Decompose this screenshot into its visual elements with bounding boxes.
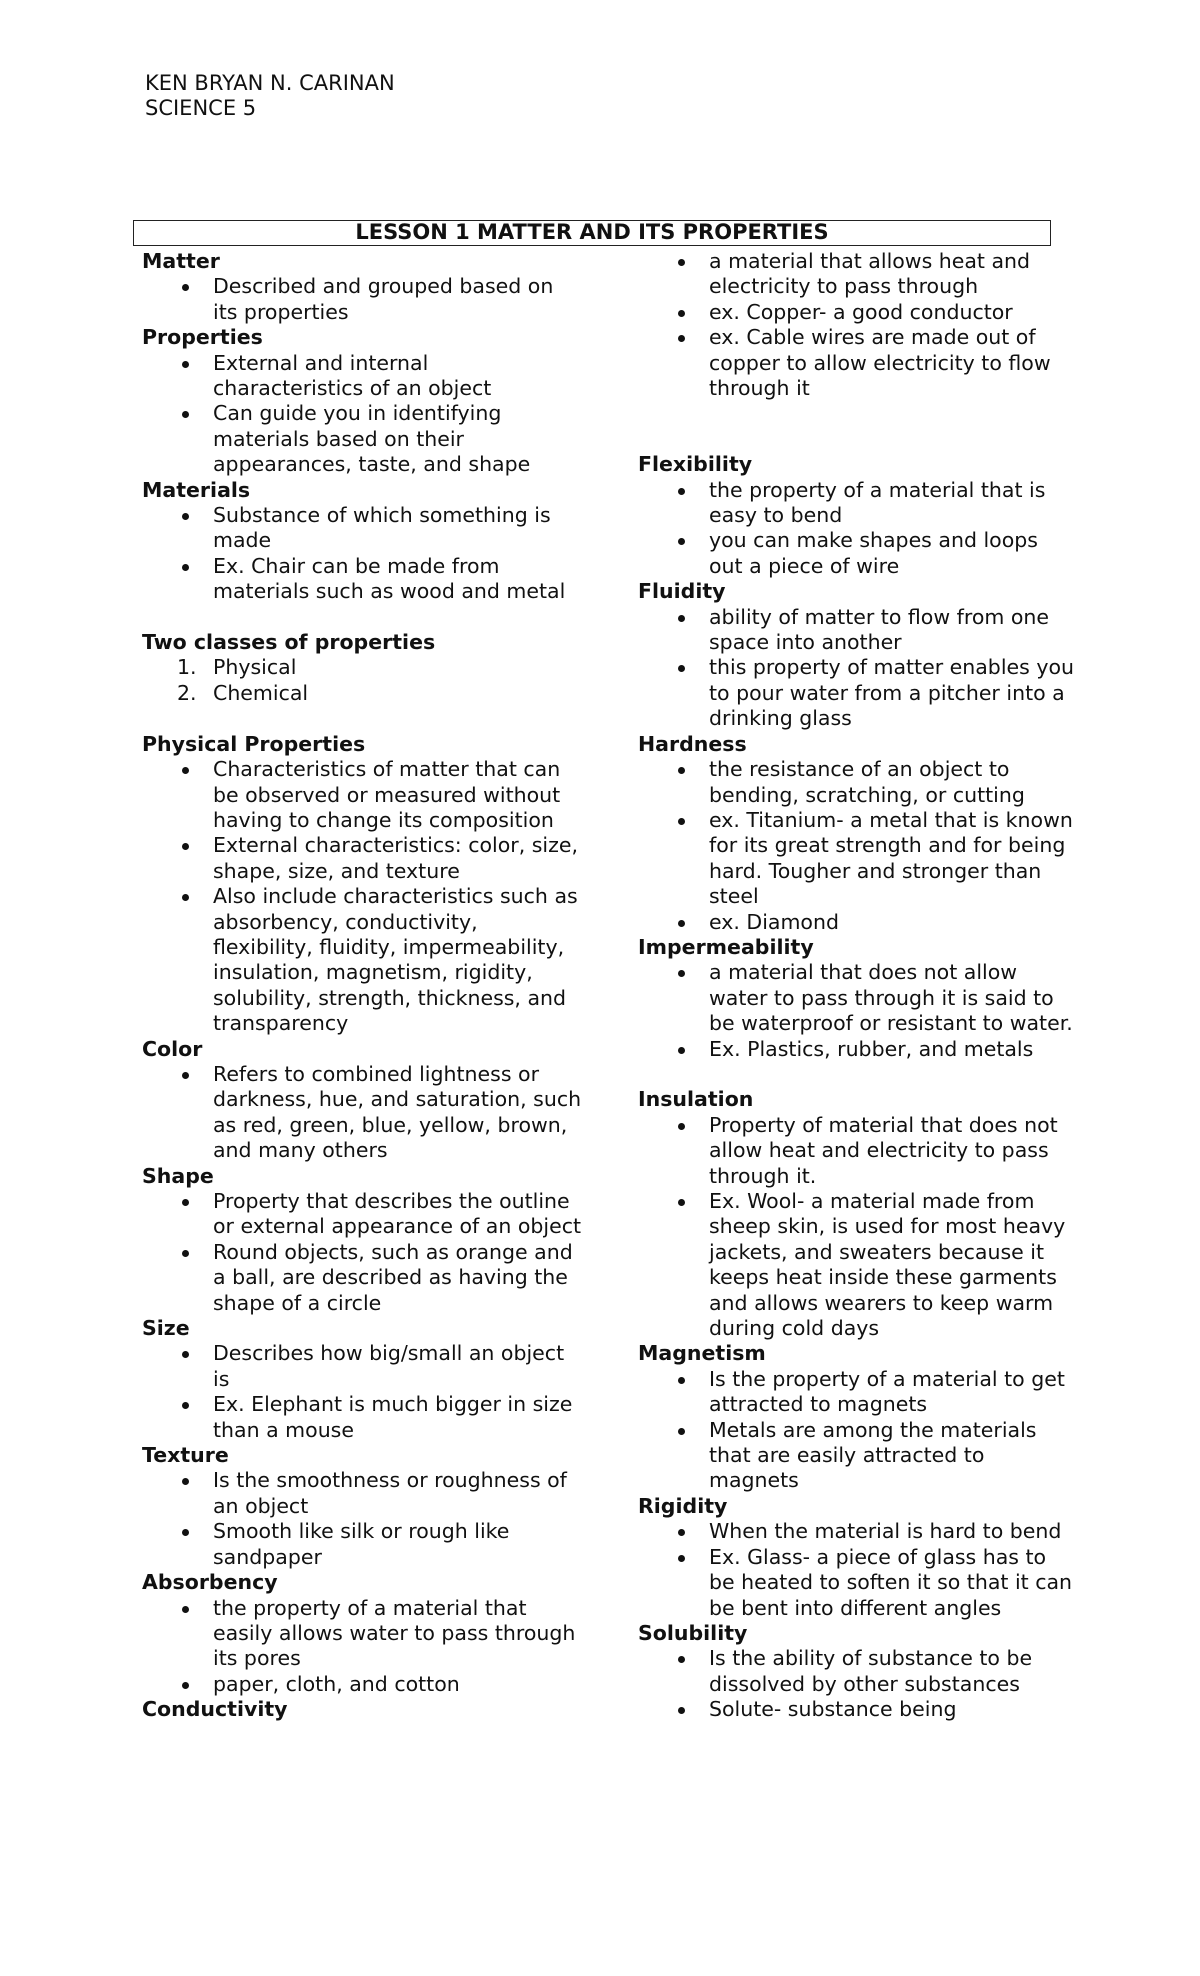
bullet-list (142, 1596, 582, 1698)
bullet-icon (182, 284, 189, 291)
section-color (142, 1037, 582, 1164)
section-shape (142, 1164, 582, 1316)
section-materials (142, 478, 582, 605)
lesson-title: LESSON 1 MATTER AND ITS PROPERTIES (133, 220, 1051, 246)
list-item (638, 1113, 1078, 1189)
section-size (142, 1316, 582, 1443)
numbered-list (142, 655, 582, 706)
bullet-icon (182, 1529, 189, 1536)
section-impermeability (638, 935, 1078, 1062)
bullet-list (142, 274, 582, 325)
bullet-icon (678, 1199, 685, 1206)
subject-label: SCIENCE 5 (145, 96, 257, 120)
list-item (142, 1468, 582, 1519)
document-header (145, 71, 395, 121)
item-text: ex. Cable wires are made out of copper to allow electricity to flow through it (709, 325, 1051, 401)
section-matter (142, 249, 582, 325)
bullet-list (142, 351, 582, 478)
item-text: Is the smoothness or roughness of an object (213, 1468, 567, 1518)
bullet-list (142, 1189, 582, 1316)
item-text: Can guide you in identifying materials based on their appearances, taste, and shape (213, 401, 531, 477)
section-heading: Properties (142, 325, 263, 350)
section-hardness (638, 732, 1078, 935)
bullet-icon (182, 1606, 189, 1613)
bullet-icon (182, 1682, 189, 1689)
bullet-list (638, 478, 1078, 580)
bullet-list (638, 757, 1078, 935)
bullet-icon (678, 1529, 685, 1536)
bullet-icon (678, 1428, 685, 1435)
item-text: External and internal characteristics of an object (213, 350, 492, 401)
item-text: Substance of which something is made (213, 503, 551, 553)
list-item (142, 1596, 582, 1672)
item-text: a material that does not allow water to pass through it is said to be waterproof or resistant to water. (709, 960, 1073, 1036)
bullet-icon (678, 665, 685, 672)
section-magnetism (638, 1341, 1078, 1493)
item-text: ex. Diamond (709, 909, 839, 934)
item-text: When the material is hard to bend (709, 1519, 1062, 1544)
list-item (638, 325, 1078, 401)
section-fluidity (638, 579, 1078, 731)
list-item (638, 808, 1078, 910)
section-heading: Size (142, 1316, 190, 1341)
bullet-icon (678, 1123, 685, 1130)
item-text: the resistance of an object to bending, scratching, or cutting (709, 757, 1025, 807)
section-conductivity-continued (638, 249, 1078, 401)
bullet-list (142, 1468, 582, 1570)
list-item (142, 884, 582, 1036)
bullet-list (638, 1113, 1078, 1342)
list-item (638, 1646, 1078, 1697)
item-text: paper, cloth, and cotton (213, 1671, 460, 1696)
bullet-icon (678, 259, 685, 266)
section-heading: Physical Properties (142, 731, 366, 756)
item-text: Metals are among the materials that are easily attracted to magnets (709, 1417, 1037, 1493)
list-item (142, 655, 582, 680)
section-heading: Flexibility (638, 452, 753, 477)
item-text: Described and grouped based on its properties (213, 274, 554, 324)
item-text: a material that allows heat and electricity to pass through (709, 249, 1031, 299)
bullet-icon (182, 513, 189, 520)
bullet-icon (678, 1555, 685, 1562)
section-heading: Fluidity (638, 579, 726, 604)
list-item (638, 1697, 1078, 1722)
left-column (142, 249, 582, 1723)
section-texture (142, 1443, 582, 1570)
item-text: this property of matter enables you to pour water from a pitcher into a drinking glass (709, 655, 1074, 731)
item-text: Chemical (213, 680, 309, 705)
list-item (638, 1545, 1078, 1621)
list-item (638, 1418, 1078, 1494)
list-item (142, 1392, 582, 1443)
bullet-icon (678, 310, 685, 317)
bullet-icon (678, 970, 685, 977)
list-item (638, 910, 1078, 935)
section-solubility (638, 1621, 1078, 1723)
bullet-list (638, 1646, 1078, 1722)
list-item (142, 1240, 582, 1316)
bullet-icon (182, 843, 189, 850)
bullet-icon (182, 767, 189, 774)
section-heading: Magnetism (638, 1341, 766, 1366)
item-text: Characteristics of matter that can be observed or measured without having to change its composition (213, 757, 561, 832)
bullet-icon (182, 1199, 189, 1206)
bullet-icon (678, 538, 685, 545)
bullet-icon (182, 361, 189, 368)
list-item (142, 1519, 582, 1570)
bullet-list (638, 960, 1078, 1062)
item-text: ability of matter to flow from one space into another (709, 604, 1049, 655)
item-text: ex. Titanium- a metal that is known for its great strength and for being hard. Tougher and stronger than steel (709, 807, 1073, 909)
list-item (142, 757, 582, 833)
bullet-list (142, 503, 582, 605)
list-item (638, 655, 1078, 731)
list-item (638, 605, 1078, 656)
list-item (638, 1189, 1078, 1341)
item-text: you can make shapes and loops out a piece of wire (709, 528, 1038, 578)
item-text: Also include characteristics such as absorbency, conductivity, flexibility, fluidity, impermeability, insulation, magnetism, rigidity, solubility, strength, thickness, and transparency (213, 884, 578, 1036)
item-text: Physical (213, 655, 297, 680)
list-item (638, 478, 1078, 529)
bullet-icon (182, 1072, 189, 1079)
item-text: Smooth like silk or rough like sandpaper (213, 1519, 510, 1569)
item-text: Property of material that does not allow heat and electricity to pass through it. (709, 1112, 1058, 1188)
section-heading: Rigidity (638, 1493, 728, 1518)
list-item (638, 1037, 1078, 1062)
list-item (142, 681, 582, 706)
list-item (638, 528, 1078, 579)
bullet-icon (678, 488, 685, 495)
item-text: Property that describes the outline or external appearance of an object (213, 1189, 582, 1239)
list-item (142, 1062, 582, 1164)
item-text: Round objects, such as orange and a ball, are described as having the shape of a circle (213, 1239, 573, 1315)
list-item (638, 300, 1078, 325)
list-item (142, 351, 582, 402)
list-item (638, 249, 1078, 300)
list-item (142, 1189, 582, 1240)
bullet-list (638, 1519, 1078, 1621)
section-conductivity (142, 1697, 582, 1722)
section-heading: Texture (142, 1443, 229, 1468)
section-physical-properties (142, 732, 582, 1037)
item-text: Describes how big/small an object is (213, 1341, 565, 1391)
item-text: Is the property of a material to get attracted to magnets (709, 1366, 1065, 1417)
bullet-list (142, 1341, 582, 1443)
section-heading: Hardness (638, 731, 747, 756)
section-two-classes (142, 630, 582, 706)
item-text: the property of a material that easily allows water to pass through its pores (213, 1595, 576, 1671)
bullet-list (638, 249, 1078, 401)
bullet-icon (182, 1250, 189, 1257)
list-item (142, 274, 582, 325)
list-item (142, 1341, 582, 1392)
section-heading: Solubility (638, 1620, 748, 1645)
author-name: KEN BRYAN N. CARINAN (145, 71, 395, 95)
bullet-icon (182, 411, 189, 418)
bullet-icon (678, 1656, 685, 1663)
bullet-icon (678, 920, 685, 927)
bullet-icon (182, 1402, 189, 1409)
bullet-icon (678, 1707, 685, 1714)
section-heading: Two classes of properties (142, 630, 436, 655)
bullet-list (638, 1367, 1078, 1494)
section-insulation (638, 1087, 1078, 1341)
item-text: ex. Copper- a good conductor (709, 299, 1013, 324)
bullet-icon (678, 818, 685, 825)
list-item (638, 960, 1078, 1036)
item-text: Refers to combined lightness or darkness, hue, and saturation, such as red, green, blue, yellow, brown, and many others (213, 1061, 582, 1163)
section-heading: Absorbency (142, 1570, 278, 1595)
section-heading: Matter (142, 249, 220, 273)
section-rigidity (638, 1494, 1078, 1621)
section-absorbency (142, 1570, 582, 1697)
bullet-icon (678, 335, 685, 342)
item-text: Ex. Elephant is much bigger in size than a mouse (213, 1392, 573, 1442)
bullet-icon (678, 615, 685, 622)
list-item (142, 833, 582, 884)
right-column (638, 249, 1078, 1723)
item-text: Ex. Plastics, rubber, and metals (709, 1036, 1034, 1061)
item-text: Ex. Glass- a piece of glass has to be heated to soften it so that it can be bent into different angles (709, 1544, 1073, 1620)
bullet-icon (678, 1377, 685, 1384)
list-item (142, 554, 582, 605)
list-number: 2. (177, 680, 197, 705)
item-text: Is the ability of substance to be dissolved by other substances (709, 1646, 1033, 1696)
bullet-list (638, 605, 1078, 732)
bullet-icon (678, 1047, 685, 1054)
list-item (638, 1519, 1078, 1544)
bullet-icon (182, 1478, 189, 1485)
bullet-icon (678, 767, 685, 774)
item-text: External characteristics: color, size, shape, size, and texture (213, 833, 578, 883)
section-flexibility (638, 452, 1078, 579)
section-heading: Shape (142, 1163, 214, 1188)
list-item (638, 757, 1078, 808)
item-text: Ex. Chair can be made from materials such as wood and metal (213, 553, 566, 604)
item-text: the property of a material that is easy to bend (709, 477, 1046, 528)
list-item (638, 1367, 1078, 1418)
section-heading: Impermeability (638, 934, 814, 959)
list-number: 1. (177, 655, 197, 680)
item-text: Solute- substance being (709, 1697, 957, 1722)
section-heading: Insulation (638, 1087, 754, 1112)
item-text: Ex. Wool- a material made from sheep skin, is used for most heavy jackets, and sweaters because it keeps heat inside these garments and allows wearers to keep warm during cold days (709, 1189, 1066, 1341)
section-heading: Conductivity (142, 1697, 288, 1722)
bullet-icon (182, 564, 189, 571)
bullet-icon (182, 1351, 189, 1358)
section-heading: Color (142, 1036, 203, 1061)
list-item (142, 503, 582, 554)
bullet-icon (182, 894, 189, 901)
bullet-list (142, 757, 582, 1036)
list-item (142, 1672, 582, 1697)
section-properties (142, 325, 582, 477)
list-item (142, 401, 582, 477)
bullet-list (142, 1062, 582, 1164)
section-heading: Materials (142, 477, 251, 502)
